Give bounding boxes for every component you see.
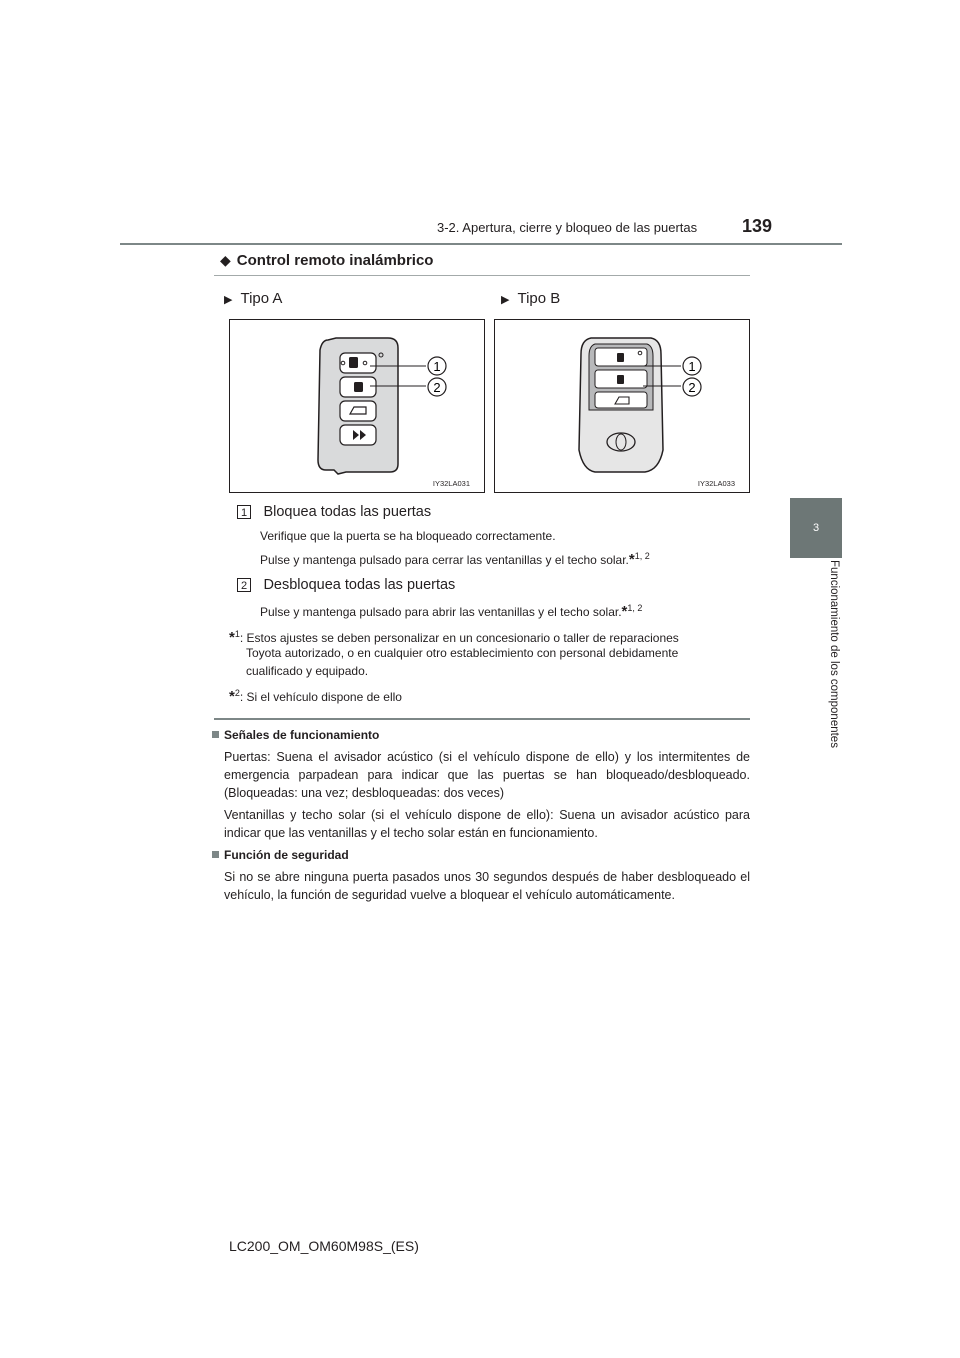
footnote-ref: 1, 2: [627, 603, 643, 613]
figure-type-b: [494, 319, 750, 493]
chapter-label-text: Funcionamiento de los componentes: [828, 560, 840, 748]
security-paragraph: Si no se abre ninguna puerta pasados unos 30 segundos después de haber desbloqueado el vehículo, la función de seguridad vuelve a bloquear el vehículo automáticamente.: [224, 870, 750, 902]
item-title: Bloquea todas las puertas: [263, 504, 432, 520]
figure-type-a: [229, 319, 485, 493]
item-number: 2: [237, 578, 251, 592]
footnote-line: : Estos ajustes se deben personalizar en un concesionario o taller de reparaciones: [239, 631, 679, 645]
page-number: 139: [742, 216, 773, 236]
callout-1-a: 1: [433, 359, 441, 374]
section-rule: [214, 275, 750, 276]
key-fob-a-illustration: [230, 320, 484, 492]
section-title: [220, 252, 433, 269]
chapter-number: 3: [812, 522, 820, 534]
item-1-note-2: [260, 548, 650, 569]
block-title-text: Señales de funcionamiento: [224, 728, 380, 742]
footer-doc-code: LC200_OM_OM60M98S_(ES): [229, 1238, 419, 1254]
middle-rule: [214, 718, 750, 720]
triangle-icon: ▶: [224, 294, 233, 306]
note-text: Pulse y mantenga pulsado para abrir las ventanillas y el techo solar.: [260, 605, 622, 619]
item-title: Desbloquea todas las puertas: [263, 577, 456, 593]
asterisk: *: [621, 603, 628, 620]
footnote-number: 1: [234, 629, 240, 639]
type-b-text: Tipo B: [517, 290, 561, 307]
type-b-label: [501, 290, 560, 307]
asterisk: *: [229, 629, 235, 646]
callout-1-b: 1: [688, 359, 696, 374]
section-title-text: Control remoto inalámbrico: [236, 252, 434, 269]
footnote-line: : Si el vehículo dispone de ello: [239, 690, 402, 704]
item-1: [237, 503, 431, 521]
diamond-icon: ◆: [220, 252, 231, 268]
key-fob-b-illustration: [495, 320, 749, 492]
note-text: Pulse y mantenga pulsado para cerrar las ventanillas y el techo solar.: [260, 553, 629, 567]
header-rule: [120, 243, 842, 245]
block-title-text: Función de seguridad: [224, 848, 349, 862]
asterisk: *: [628, 551, 635, 568]
header-section-title: 3-2. Apertura, cierre y bloqueo de las puertas: [437, 220, 698, 235]
callout-2-a: 2: [433, 380, 441, 395]
block-title-signals: [212, 728, 379, 742]
chapter-tab: [790, 498, 842, 558]
figure-code-a: IY32LA031: [432, 479, 470, 488]
footnote-2: [229, 685, 402, 706]
footnote-ref: 1, 2: [634, 551, 650, 561]
square-bullet-icon: [212, 851, 219, 858]
callout-2-b: 2: [688, 380, 696, 395]
square-bullet-icon: [212, 731, 219, 738]
item-2: [237, 576, 455, 594]
footnote-number: 2: [234, 688, 240, 698]
footnote-1-line-3: cualificado y equipado.: [246, 664, 369, 678]
block-title-security: [212, 848, 349, 862]
type-a-text: Tipo A: [240, 290, 283, 307]
figure-code-b: IY32LA033: [697, 479, 735, 488]
item-number: 1: [237, 505, 251, 519]
signals-paragraph-2: Ventanillas y techo solar (si el vehículo dispone de ello): Suena un avisador acústico para indicar que las ventanillas y el techo solar están en funcionamiento.: [224, 808, 750, 840]
chapter-side-label: [826, 560, 840, 880]
item-2-note-1: [260, 600, 642, 621]
asterisk: *: [229, 688, 235, 705]
triangle-icon: ▶: [501, 294, 510, 306]
signals-paragraph-1: Puertas: Suena el avisador acústico (si el vehículo dispone de ello) y los intermitentes de emergencia parpadean para indicar que las puertas se han bloqueado/desbloqueado. (Bloqueadas: una vez; desbloqueadas: dos veces): [224, 750, 750, 800]
type-a-label: [224, 290, 282, 307]
footnote-1-line-2: Toyota autorizado, o en cualquier otro establecimiento con personal debidamente: [246, 646, 679, 660]
footnote-1: [229, 626, 679, 647]
item-1-note-1: Verifique que la puerta se ha bloqueado correctamente.: [260, 529, 556, 543]
